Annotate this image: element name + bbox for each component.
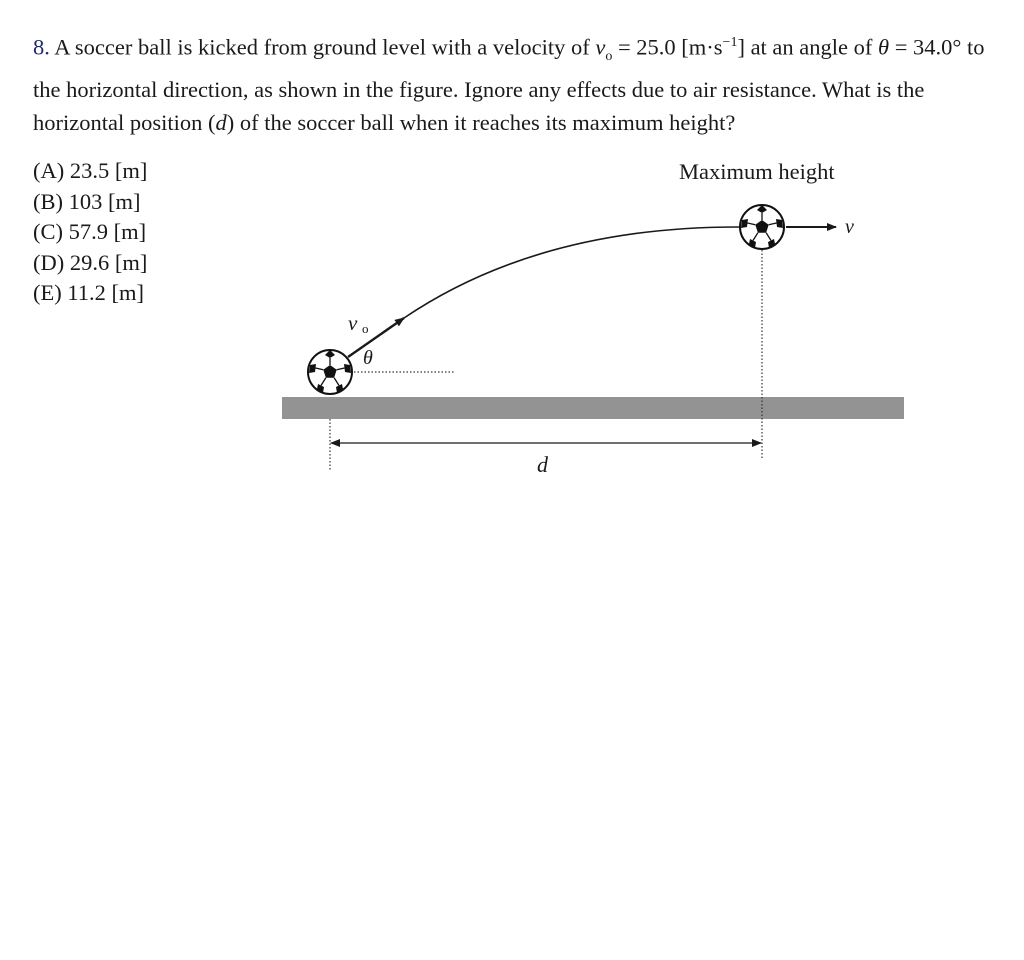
- question-part-4: = 34.0° to the horizontal direction, as shown in the figure. Ignore any effects due to air resistance. What is the horizontal position (: [33, 34, 985, 135]
- theta-label: θ: [363, 347, 373, 369]
- question-part-5: ) of the soccer ball when it reaches its maximum height?: [226, 110, 736, 135]
- v0-label-subscript: o: [362, 321, 369, 336]
- option-d[interactable]: (D) 29.6 [m]: [33, 249, 148, 275]
- question-part-2: = 25.0 [m·s: [612, 34, 723, 60]
- v-label: v: [845, 216, 854, 238]
- option-e[interactable]: (E) 11.2 [m]: [33, 280, 145, 305]
- unit-exponent: −1: [722, 35, 738, 50]
- soccer-ball-icon: [308, 350, 352, 394]
- question-part-3: ] at an angle of: [737, 34, 879, 60]
- d-symbol: d: [215, 110, 227, 135]
- option-b[interactable]: (B) 103 [m]: [33, 188, 141, 214]
- d-label: d: [537, 452, 548, 477]
- question-number: 8.: [33, 34, 50, 60]
- max-height-label: Maximum height: [679, 159, 835, 184]
- v0-symbol: v: [595, 34, 606, 60]
- option-a[interactable]: (A) 23.5 [m]: [33, 158, 148, 183]
- ground: [282, 397, 904, 419]
- v0-subscript: o: [605, 49, 613, 64]
- option-c[interactable]: (C) 57.9 [m]: [33, 219, 147, 244]
- v0-label: v: [348, 311, 358, 335]
- soccer-ball-icon: [740, 205, 784, 249]
- question-part-1: A soccer ball is kicked from ground level with a velocity of: [49, 34, 596, 60]
- theta-symbol: θ: [878, 34, 890, 60]
- trajectory-curve: [404, 227, 742, 318]
